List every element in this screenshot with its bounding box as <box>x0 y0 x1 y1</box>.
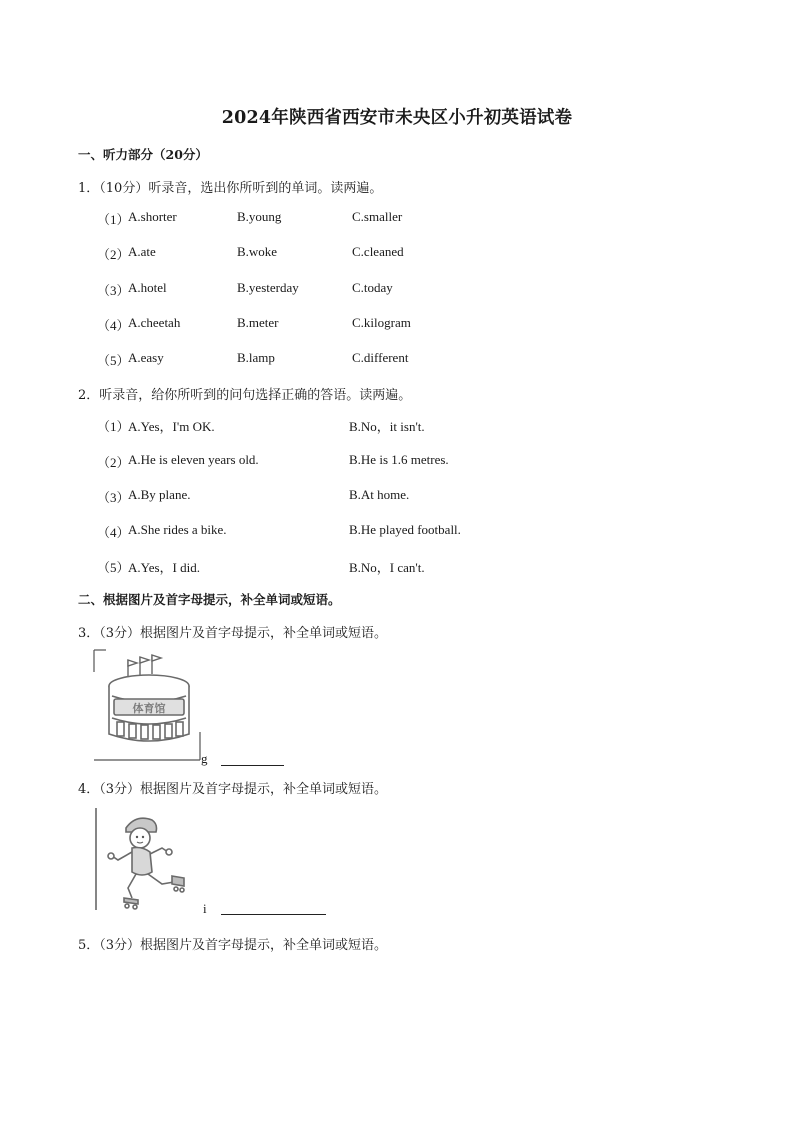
page-title: 2024年陕西省西安市未央区小升初英语试卷 <box>221 108 573 128</box>
q2-option-b: B.No，I can't. <box>349 560 425 575</box>
question-1-stem: 1．（10分）听录音，选出你所听到的单词。读两遍。 <box>78 181 383 196</box>
q1-item-number: （2） <box>97 247 130 262</box>
q2-option-a: A.She rides a bike. <box>128 522 227 537</box>
question-5-stem: 5．（3分）根据图片及首字母提示，补全单词或短语。 <box>78 938 388 953</box>
q1-option-b: B.young <box>237 209 282 224</box>
q1-option-b: B.yesterday <box>237 280 299 295</box>
q2-option-a: A.Yes，I'm OK. <box>128 419 215 434</box>
q1-option-c: C.smaller <box>352 209 403 224</box>
q4-hint-letter: i <box>203 901 207 916</box>
stadium-sign-text: 体育馆 <box>132 702 166 715</box>
q2-option-b: B.No，it isn't. <box>349 419 425 434</box>
q1-option-a: A.hotel <box>128 280 167 295</box>
q1-option-a: A.shorter <box>128 209 177 224</box>
section-picture-heading: 二、根据图片及首字母提示，补全单词或短语。 <box>78 592 341 607</box>
q1-option-a: A.ate <box>128 244 156 259</box>
q2-item-number: （4） <box>97 525 130 540</box>
q3-hint-letter: g <box>201 751 208 766</box>
q1-option-c: C.kilogram <box>352 315 411 330</box>
q2-item-number: （3） <box>97 490 130 505</box>
q1-option-c: C.today <box>352 280 393 295</box>
q1-item-number: （5） <box>97 353 130 368</box>
q1-item-number: （4） <box>97 318 130 333</box>
q3-answer-blank[interactable] <box>221 765 284 766</box>
skating-boy-picture <box>92 806 204 916</box>
q2-item-number: （2） <box>97 455 130 470</box>
q2-option-b: B.At home. <box>349 487 410 502</box>
q1-option-c: C.cleaned <box>352 244 404 259</box>
q1-option-a: A.cheetah <box>128 315 181 330</box>
stadium-picture <box>92 646 210 768</box>
q1-option-c: C.different <box>352 350 409 365</box>
q2-option-b: B.He played football. <box>349 522 461 537</box>
q1-option-a: A.easy <box>128 350 164 365</box>
q1-item-number: （3） <box>97 283 130 298</box>
question-4-stem: 4．（3分）根据图片及首字母提示，补全单词或短语。 <box>78 782 388 797</box>
q2-option-a: A.By plane. <box>128 487 191 502</box>
q1-option-b: B.meter <box>237 315 279 330</box>
q2-item-number: （5） <box>97 560 130 575</box>
question-3-stem: 3．（3分）根据图片及首字母提示，补全单词或短语。 <box>78 626 388 641</box>
q1-item-number: （1） <box>97 212 130 227</box>
q1-option-b: B.lamp <box>237 350 275 365</box>
q2-option-a: A.Yes，I did. <box>128 560 200 575</box>
question-2-stem: 2．听录音，给你所听到的问句选择正确的答语。读两遍。 <box>78 388 412 403</box>
q1-option-b: B.woke <box>237 244 278 259</box>
q2-option-a: A.He is eleven years old. <box>128 452 259 467</box>
q4-answer-blank[interactable] <box>221 914 326 915</box>
section-listening-heading: 一、听力部分（20分） <box>78 147 208 162</box>
q2-option-b: B.He is 1.6 metres. <box>349 452 449 467</box>
q2-item-number: （1） <box>97 419 130 434</box>
